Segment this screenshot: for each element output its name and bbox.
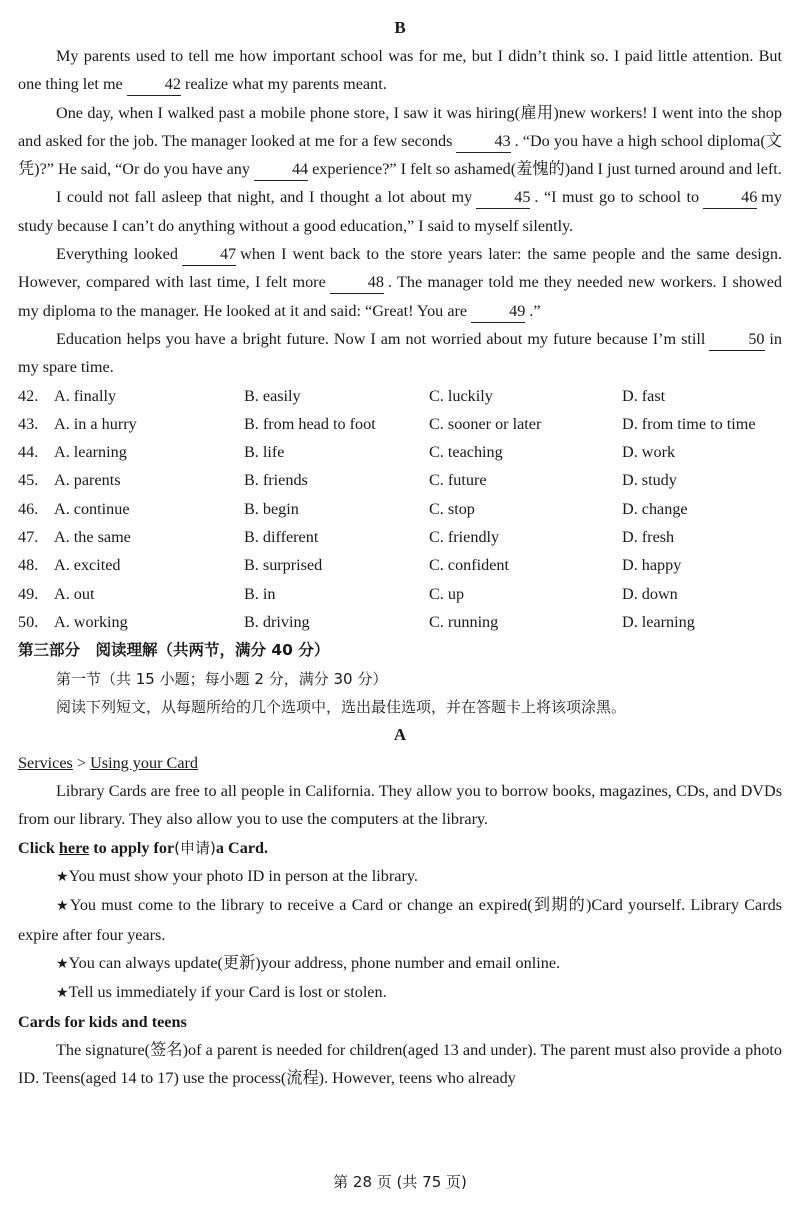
option-row-46 [18,495,782,523]
option-b: B. begin [244,499,299,518]
part3-instruction: 阅读下列短文，从每题所给的几个选项中，选出最佳选项，并在答题卡上将该项涂黑。 [56,697,627,716]
blank-43: 43 [456,130,510,153]
breadcrumb-using-your-card[interactable]: Using your Card [90,754,198,773]
question-number: 43. [18,414,39,433]
kids-heading: Cards for kids and teens [18,1012,187,1031]
question-number: 46. [18,499,39,518]
option-a: A. learning [54,443,127,462]
bullet-1 [18,862,782,891]
option-row-50 [18,608,782,636]
option-b: B. driving [244,612,310,631]
text: You must come to the library to receive a Card or change an expired(到期的)Card yourself. Library Cards expire after four years. [18,896,782,944]
option-b: B. easily [244,386,301,405]
text: One day, when I walked past a mobile phone store, I saw it was hiring(雇用)new workers! I went into the shop and asked for the job. The manager looked at me for a few seconds [18,103,782,150]
apply-here-link[interactable]: here [58,838,90,857]
text: . The manager told me they needed new workers. I showed my diploma to the manager. He looked at it and said: “Great! You are [18,273,782,320]
page-content [18,14,782,1092]
option-d: D. fast [622,386,666,405]
options-list [18,382,782,637]
part3-subtitle: 第一节（共 15 小题；每小题 2 分，满分 30 分） [56,669,388,688]
text: realize what my parents meant. [184,75,387,94]
option-b: B. life [244,443,285,462]
option-d: D. study [622,471,677,490]
bullet-2 [18,891,782,949]
question-number: 42. [18,386,39,405]
part3-title: 第三部分 阅读理解（共两节，满分 40 分） [18,641,330,660]
question-number: 48. [18,556,39,575]
question-number: 44. [18,443,39,462]
passage-paragraph-5 [18,325,782,382]
text: a Card. [215,838,269,857]
question-number: 47. [18,528,39,547]
breadcrumb-separator: > [76,754,87,773]
blank-48: 48 [330,271,384,294]
breadcrumb [18,749,782,777]
text: Everything looked [56,245,178,264]
blank-46: 46 [703,186,757,209]
intro-paragraph: Library Cards are free to all people in California. They allow you to borrow books, magazines, CDs, and DVDs from our library. They also allow you to use the computers at the library. [18,782,782,829]
option-c: C. running [429,612,499,631]
option-d: D. happy [622,556,682,575]
option-c: C. confident [429,556,510,575]
option-d: D. learning [622,612,695,631]
text: You must show your photo ID in person at the library. [68,867,418,886]
option-b: B. friends [244,471,308,490]
option-c: C. up [429,584,465,603]
option-c: C. teaching [429,443,503,462]
star-icon: ★ [56,898,70,915]
option-a: A. the same [54,528,131,547]
text: Click [18,838,59,857]
text: My parents used to tell me how important school was for me, but I didn’t think so. I paid little attention. But one thing let me [18,47,782,94]
option-a: A. continue [54,499,130,518]
option-row-43 [18,410,782,438]
option-d: D. work [622,443,676,462]
blank-47: 47 [182,243,236,266]
option-a: A. working [54,612,128,631]
option-c: C. luckily [429,386,493,405]
text: (申请) [174,838,216,857]
passage-paragraph-2 [18,99,782,184]
option-b: B. surprised [244,556,323,575]
option-row-48 [18,551,782,579]
option-row-45 [18,466,782,494]
section-a-title: A [393,725,407,745]
star-icon: ★ [56,869,69,886]
option-d: D. change [622,499,688,518]
option-row-44 [18,438,782,466]
option-c: C. future [429,471,487,490]
kids-paragraph: The signature(签名)of a parent is needed for children(aged 13 and under). The parent must also provide a photo ID. Teens(aged 14 to 17) use the process(流程). However, teens who already [18,1040,782,1088]
blank-44: 44 [254,158,308,181]
option-row-47 [18,523,782,551]
option-c: C. stop [429,499,475,518]
option-d: D. fresh [622,528,675,547]
star-icon: ★ [56,955,69,972]
question-number: 45. [18,471,39,490]
text: when I went back to the store years later: the same people and the same design. However, compared with last time, I felt more [18,245,782,292]
text: I could not fall asleep that night, and I thought a lot about my [56,188,473,207]
bullet-3 [18,949,782,978]
option-a: A. finally [54,386,117,405]
question-number: 50. [18,612,39,631]
option-a: A. out [54,584,95,603]
text: in my spare time. [18,329,782,377]
apply-heading [18,834,782,862]
text: Tell us immediately if your Card is lost or stolen. [68,983,387,1002]
question-number: 49. [18,584,39,603]
bullet-4 [18,978,782,1007]
option-c: C. sooner or later [429,414,542,433]
text: to apply for [89,838,175,857]
option-d: D. from time to time [622,414,756,433]
blank-42: 42 [127,73,181,96]
passage-paragraph-3 [18,183,782,240]
option-a: A. in a hurry [54,414,137,433]
blank-50: 50 [709,328,765,351]
text: . “I must go to school to [534,188,700,207]
star-icon: ★ [56,985,69,1002]
option-a: A. excited [54,556,121,575]
text: Education helps you have a bright future. Now I am not worried about my future because I’m still [56,329,706,348]
option-c: C. friendly [429,528,500,547]
option-b: B. different [244,528,319,547]
option-b: B. in [244,584,276,603]
text: You can always update(更新)your address, phone number and email online. [68,953,561,972]
passage-paragraph-4 [18,240,782,325]
text: experience?” I felt so ashamed(羞愧的)and I just turned around and left. [312,160,782,179]
section-b-title: B [394,18,406,37]
text: my study because I can’t do anything without a good education,” I said to myself silently. [18,188,782,235]
option-row-42 [18,382,782,410]
text: . “Do you have a high school diploma(文凭)?” He said, “Or do you have any [18,131,782,179]
option-d: D. down [622,584,678,603]
option-row-49 [18,580,782,608]
text: .” [529,301,541,320]
breadcrumb-services[interactable]: Services [18,754,73,773]
blank-45: 45 [476,186,530,209]
option-b: B. from head to foot [244,414,376,433]
page-footer: 第 28 页 (共 75 页) [333,1173,467,1191]
passage-paragraph-1 [18,42,782,99]
blank-49: 49 [471,300,525,323]
option-a: A. parents [54,471,121,490]
